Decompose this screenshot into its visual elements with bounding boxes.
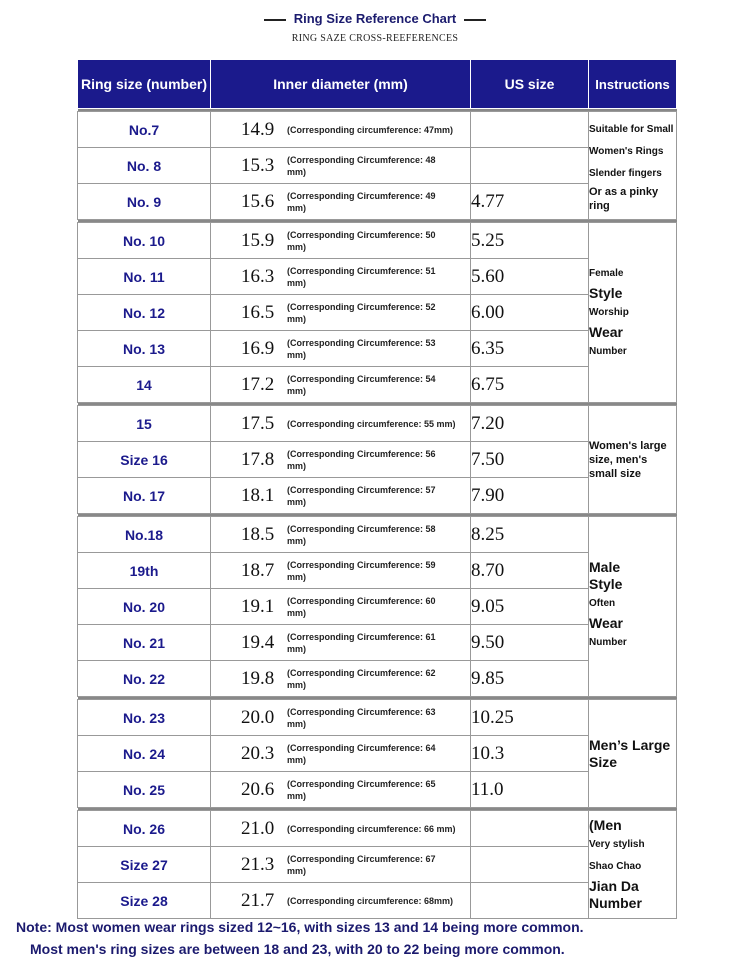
us-size-cell: 10.25 <box>471 700 589 736</box>
us-size-cell: 6.75 <box>471 367 589 403</box>
inner-diameter-value: 21.3 <box>241 853 275 875</box>
ring-size-cell <box>78 517 211 553</box>
table-row <box>78 478 677 514</box>
ring-size-label: Size 27 <box>120 856 168 873</box>
ring-size-label: Size 16 <box>120 451 168 468</box>
inner-diameter-value: 19.1 <box>241 595 275 617</box>
circumference-note: (Corresponding circumference: 47mm) <box>287 124 454 135</box>
instruction-line: Slender fingers <box>589 167 662 179</box>
instructions-cell <box>589 700 677 808</box>
inner-diameter-value: 17.5 <box>241 412 275 434</box>
table-row <box>78 625 677 661</box>
ring-size-cell <box>78 223 211 259</box>
footnote <box>16 916 584 960</box>
inner-diameter-value: 14.9 <box>241 118 275 140</box>
circumference-note: (Corresponding circumference: 66 mm) <box>287 823 456 834</box>
title-dash-right <box>464 19 486 21</box>
table-row <box>78 184 677 220</box>
circumference-note: (Corresponding Circumference: 60 mm) <box>287 595 436 618</box>
table-row <box>78 517 677 553</box>
instruction-line: Women's large size, men's small size <box>589 439 667 480</box>
ring-size-cell <box>78 331 211 367</box>
title-text: Ring Size Reference Chart <box>293 11 457 26</box>
inner-diameter-value: 20.3 <box>241 742 275 764</box>
us-size-cell: 7.50 <box>471 442 589 478</box>
inner-diameter-value: 15.6 <box>241 190 275 212</box>
circumference-note: (Corresponding Circumference: 65 mm) <box>287 778 436 801</box>
instructions-cell <box>589 223 677 403</box>
ring-size-label: No. 9 <box>126 193 162 210</box>
inner-diameter-value: 16.5 <box>241 301 275 323</box>
circumference-note: (Corresponding Circumference: 67 mm) <box>287 853 436 876</box>
inner-diameter-value: 15.3 <box>241 154 275 176</box>
column-header-inner-diameter: Inner diameter (mm) <box>211 60 471 109</box>
column-header-instructions: Instructions <box>589 60 677 109</box>
ring-size-cell <box>78 883 211 919</box>
inner-diameter-cell <box>211 700 471 736</box>
table-header-row <box>78 60 677 109</box>
inner-diameter-cell <box>211 112 471 148</box>
us-size-cell: 5.60 <box>471 259 589 295</box>
inner-diameter-value: 16.9 <box>241 337 275 359</box>
circumference-note: (Corresponding circumference: 55 mm) <box>287 418 456 429</box>
table-row <box>78 883 677 919</box>
table-row <box>78 367 677 403</box>
inner-diameter-cell <box>211 442 471 478</box>
us-size-cell: 6.00 <box>471 295 589 331</box>
inner-diameter-value: 17.2 <box>241 373 275 395</box>
instruction-line: Very stylish <box>589 839 645 850</box>
table-row <box>78 148 677 184</box>
inner-diameter-value: 20.6 <box>241 778 275 800</box>
circumference-note: (Corresponding Circumference: 64 mm) <box>287 742 436 765</box>
inner-diameter-value: 18.7 <box>241 559 275 581</box>
table-row <box>78 661 677 697</box>
inner-diameter-cell <box>211 406 471 442</box>
us-size-cell <box>471 811 589 847</box>
instruction-line: (Men <box>589 817 622 833</box>
circumference-note: (Corresponding Circumference: 57 mm) <box>287 484 436 507</box>
instruction-line: Often <box>589 598 616 609</box>
circumference-note: (Corresponding Circumference: 51 mm) <box>287 265 436 288</box>
inner-diameter-cell <box>211 736 471 772</box>
inner-diameter-cell <box>211 625 471 661</box>
us-size-cell: 4.77 <box>471 184 589 220</box>
ring-size-cell <box>78 478 211 514</box>
instruction-line: Jian Da <box>589 878 639 894</box>
ring-size-label: No. 25 <box>122 781 165 798</box>
ring-size-label: 14 <box>136 376 152 393</box>
inner-diameter-value: 15.9 <box>241 229 275 251</box>
us-size-cell <box>471 847 589 883</box>
inner-diameter-cell <box>211 259 471 295</box>
circumference-note: (Corresponding Circumference: 58 mm) <box>287 523 436 546</box>
inner-diameter-cell <box>211 148 471 184</box>
table-row <box>78 772 677 808</box>
instruction-line: Style <box>589 284 623 301</box>
table-row <box>78 331 677 367</box>
ring-size-cell <box>78 553 211 589</box>
page-title <box>0 11 750 26</box>
circumference-note: (Corresponding Circumference: 59 mm) <box>287 559 436 582</box>
inner-diameter-cell <box>211 478 471 514</box>
inner-diameter-cell <box>211 772 471 808</box>
us-size-cell: 11.0 <box>471 772 589 808</box>
instruction-line: Men’s Large Size <box>589 736 671 770</box>
circumference-note: (Corresponding Circumference: 63 mm) <box>287 706 436 729</box>
ring-size-label: 15 <box>136 415 152 432</box>
inner-diameter-cell <box>211 847 471 883</box>
us-size-cell <box>471 112 589 148</box>
ring-size-cell <box>78 589 211 625</box>
instruction-line: Number <box>589 637 627 648</box>
inner-diameter-cell <box>211 661 471 697</box>
circumference-note: (Corresponding Circumference: 48 mm) <box>287 154 436 177</box>
ring-size-cell <box>78 442 211 478</box>
table-row <box>78 112 677 148</box>
table-row <box>78 406 677 442</box>
table-row <box>78 442 677 478</box>
table-row <box>78 847 677 883</box>
circumference-note: (Corresponding Circumference: 56 mm) <box>287 448 436 471</box>
instruction-line: Wear <box>589 615 623 631</box>
us-size-cell <box>471 148 589 184</box>
instructions-cell <box>589 811 677 919</box>
table-row <box>78 589 677 625</box>
ring-size-cell <box>78 112 211 148</box>
circumference-note: (Corresponding Circumference: 61 mm) <box>287 631 436 654</box>
inner-diameter-value: 21.0 <box>241 817 275 839</box>
ring-size-cell <box>78 295 211 331</box>
table-body <box>78 109 677 919</box>
us-size-cell: 9.85 <box>471 661 589 697</box>
table-row <box>78 811 677 847</box>
us-size-cell: 8.70 <box>471 553 589 589</box>
instruction-line: Shao Chao <box>589 861 642 872</box>
footnote-women: Note: Most women wear rings sized 12~16, with sizes 13 and 14 being more common. <box>16 919 584 935</box>
inner-diameter-value: 18.1 <box>241 484 275 506</box>
page-subtitle: RING SAZE CROSS-REEFERENCES <box>291 33 459 44</box>
inner-diameter-value: 17.8 <box>241 448 275 470</box>
ring-size-label: No. 10 <box>122 232 165 249</box>
instruction-line: Wear <box>589 323 623 340</box>
ring-size-label: 19th <box>129 562 159 579</box>
ring-size-cell <box>78 625 211 661</box>
us-size-cell: 10.3 <box>471 736 589 772</box>
circumference-note: (Corresponding Circumference: 49 mm) <box>287 190 436 213</box>
ring-size-label: No. 20 <box>122 598 165 615</box>
ring-size-label: No.18 <box>124 526 164 543</box>
table-row <box>78 295 677 331</box>
ring-size-cell <box>78 700 211 736</box>
instructions-cell <box>589 517 677 697</box>
inner-diameter-value: 18.5 <box>241 523 275 545</box>
circumference-note: (Corresponding Circumference: 53 mm) <box>287 337 436 360</box>
ring-size-label: No. 22 <box>122 670 165 687</box>
ring-size-cell <box>78 661 211 697</box>
instruction-line: Suitable for Small Women's Rings <box>589 123 674 157</box>
instruction-line: Number <box>589 895 642 911</box>
inner-diameter-cell <box>211 517 471 553</box>
inner-diameter-value: 20.0 <box>241 706 275 728</box>
ring-size-cell <box>78 406 211 442</box>
ring-size-label: No.7 <box>128 121 160 138</box>
us-size-cell: 9.50 <box>471 625 589 661</box>
inner-diameter-cell <box>211 223 471 259</box>
circumference-note: (Corresponding circumference: 68mm) <box>287 895 454 906</box>
circumference-note: (Corresponding Circumference: 50 mm) <box>287 229 436 252</box>
ring-size-label: No. 11 <box>123 268 165 285</box>
ring-size-cell <box>78 811 211 847</box>
table-row <box>78 223 677 259</box>
ring-size-cell <box>78 148 211 184</box>
ring-size-table <box>77 59 677 919</box>
ring-size-cell <box>78 184 211 220</box>
us-size-cell: 6.35 <box>471 331 589 367</box>
us-size-cell <box>471 883 589 919</box>
inner-diameter-value: 19.4 <box>241 631 275 653</box>
column-header-ring-size: Ring size (number) <box>78 60 211 109</box>
inner-diameter-cell <box>211 883 471 919</box>
inner-diameter-cell <box>211 811 471 847</box>
ring-size-cell <box>78 259 211 295</box>
circumference-note: (Corresponding Circumference: 54 mm) <box>287 373 436 396</box>
instruction-line: Or as a pinky ring <box>589 185 659 212</box>
us-size-cell: 8.25 <box>471 517 589 553</box>
ring-size-label: No. 13 <box>122 340 165 357</box>
us-size-cell: 5.25 <box>471 223 589 259</box>
instruction-line: Number <box>589 345 627 357</box>
instructions-cell <box>589 406 677 514</box>
inner-diameter-cell <box>211 295 471 331</box>
ring-size-cell <box>78 367 211 403</box>
table-row <box>78 736 677 772</box>
inner-diameter-value: 19.8 <box>241 667 275 689</box>
instruction-line: Male <box>589 559 621 575</box>
ring-size-label: No. 23 <box>122 709 165 726</box>
column-header-us-size: US size <box>471 60 589 109</box>
inner-diameter-cell <box>211 367 471 403</box>
ring-size-label: No. 21 <box>122 634 165 651</box>
title-dash-left <box>264 19 286 21</box>
us-size-cell: 7.90 <box>471 478 589 514</box>
circumference-note: (Corresponding Circumference: 62 mm) <box>287 667 436 690</box>
ring-size-label: No. 17 <box>122 487 165 504</box>
ring-size-cell <box>78 736 211 772</box>
table-row <box>78 553 677 589</box>
inner-diameter-value: 16.3 <box>241 265 275 287</box>
inner-diameter-cell <box>211 331 471 367</box>
instruction-line: Style <box>589 576 623 592</box>
ring-size-label: Size 28 <box>120 892 168 909</box>
inner-diameter-cell <box>211 553 471 589</box>
instruction-line: Female <box>589 267 624 279</box>
ring-size-label: No. 12 <box>122 304 165 321</box>
instructions-cell <box>589 112 677 220</box>
us-size-cell: 9.05 <box>471 589 589 625</box>
inner-diameter-cell <box>211 589 471 625</box>
inner-diameter-cell <box>211 184 471 220</box>
ring-size-cell <box>78 772 211 808</box>
table-row <box>78 259 677 295</box>
footnote-men: Most men's ring sizes are between 18 and 23, with 20 to 22 being more common. <box>30 941 565 957</box>
ring-size-label: No. 26 <box>122 820 165 837</box>
ring-size-label: No. 24 <box>122 745 165 762</box>
instruction-line: Worship <box>589 306 629 318</box>
us-size-cell: 7.20 <box>471 406 589 442</box>
circumference-note: (Corresponding Circumference: 52 mm) <box>287 301 436 324</box>
inner-diameter-value: 21.7 <box>241 889 275 911</box>
table-row <box>78 700 677 736</box>
ring-size-cell <box>78 847 211 883</box>
ring-size-label: No. 8 <box>126 157 162 174</box>
